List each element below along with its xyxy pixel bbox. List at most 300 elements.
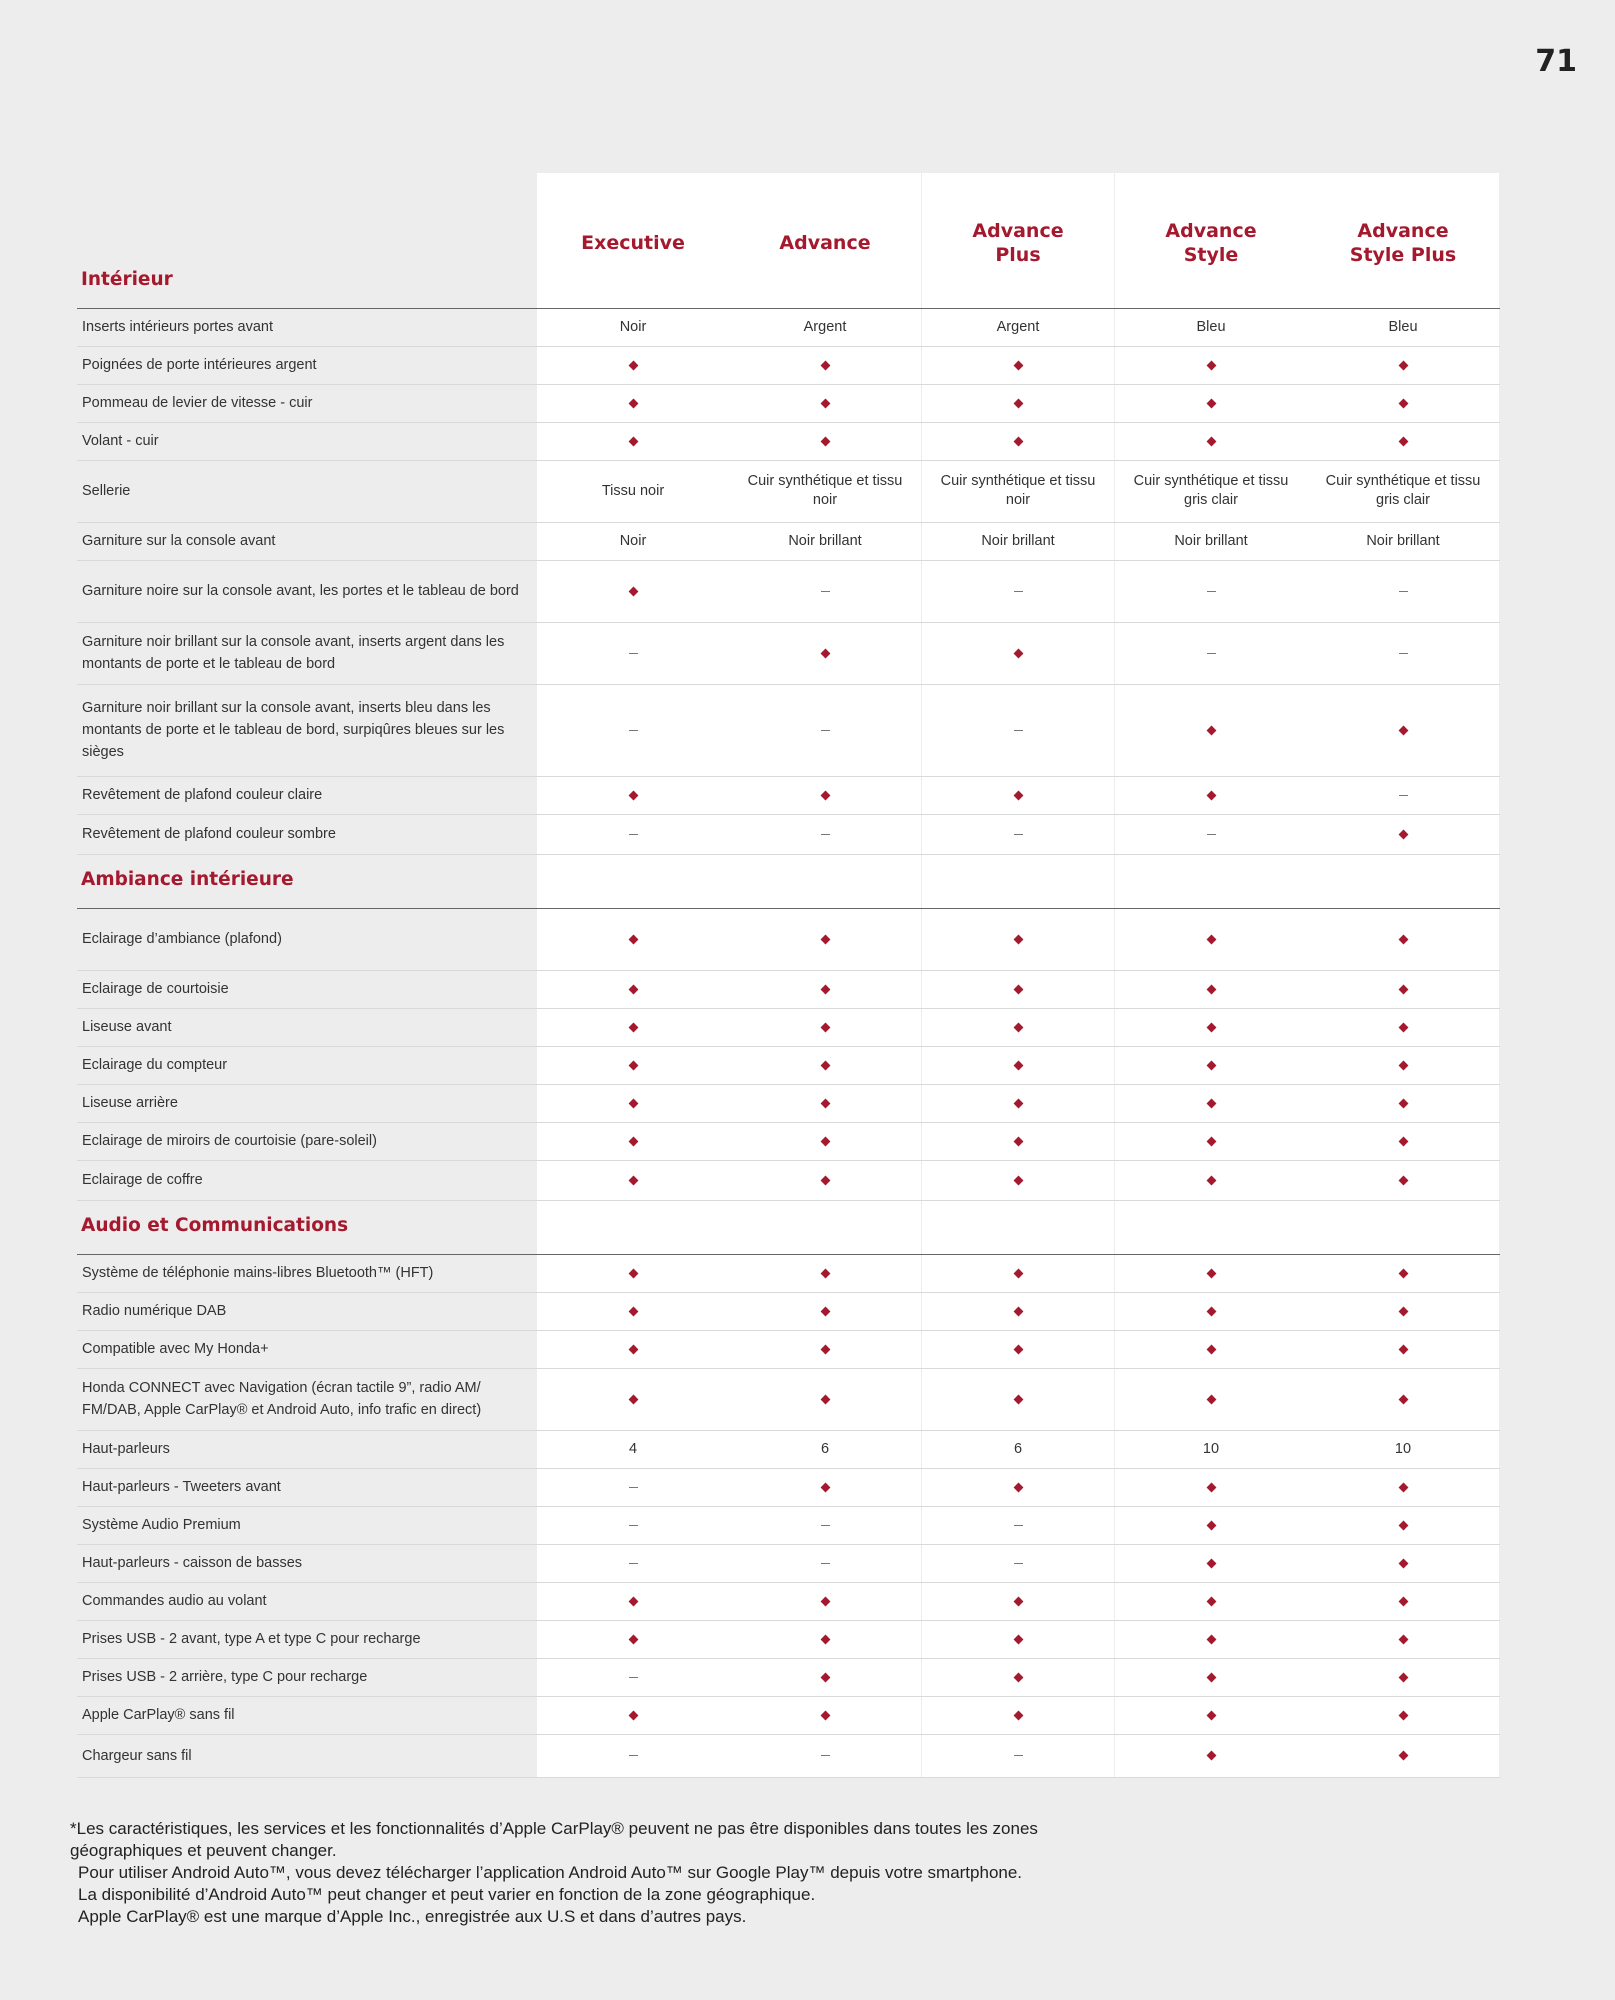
feature-label: Liseuse arrière <box>82 1095 178 1111</box>
not-available-dash-icon <box>629 1677 638 1678</box>
included-cell <box>1115 1620 1307 1658</box>
included-cell <box>1115 1468 1307 1506</box>
table-row <box>77 460 1500 523</box>
included-cell <box>1115 1292 1307 1330</box>
feature-label: Apple CarPlay® sans fil <box>82 1707 235 1723</box>
included-diamond-icon <box>1398 1394 1408 1404</box>
not-available-dash-icon <box>629 1563 638 1564</box>
included-diamond-icon <box>820 1634 830 1644</box>
included-cell <box>1307 1368 1499 1430</box>
section-title: Ambiance intérieure <box>81 869 294 890</box>
included-diamond-icon <box>1206 1060 1216 1070</box>
included-diamond-icon <box>1206 360 1216 370</box>
included-diamond-icon <box>1013 436 1023 446</box>
not-available-dash-icon <box>821 730 830 731</box>
included-diamond-icon <box>1398 829 1408 839</box>
cell-value: 10 <box>1394 1440 1412 1457</box>
included-diamond-icon <box>1398 1136 1408 1146</box>
included-cell <box>922 1582 1114 1620</box>
included-cell <box>1115 776 1307 814</box>
included-cell <box>1115 1658 1307 1696</box>
not-available-dash-icon <box>1207 834 1216 835</box>
included-cell <box>922 1658 1114 1696</box>
included-cell <box>922 1368 1114 1430</box>
included-cell <box>1115 1046 1307 1084</box>
included-cell <box>1307 1160 1499 1200</box>
included-diamond-icon <box>628 1136 638 1146</box>
included-cell <box>1307 1658 1499 1696</box>
cell-value: Argent <box>803 318 847 335</box>
included-diamond-icon <box>628 1060 638 1070</box>
not-available-cell <box>537 684 729 776</box>
not-available-dash-icon <box>1014 1525 1023 1526</box>
included-cell <box>729 1160 921 1200</box>
included-diamond-icon <box>1398 1098 1408 1108</box>
table-row <box>77 622 1500 685</box>
included-diamond-icon <box>820 1022 830 1032</box>
not-available-cell <box>537 622 729 684</box>
cell-value: Tissu noir <box>601 482 665 499</box>
included-diamond-icon <box>1013 1482 1023 1492</box>
included-cell <box>1307 1046 1499 1084</box>
included-diamond-icon <box>628 360 638 370</box>
included-cell <box>537 1046 729 1084</box>
included-cell <box>729 1046 921 1084</box>
table-row <box>77 1658 1500 1697</box>
included-cell <box>1115 970 1307 1008</box>
table-row <box>77 1468 1500 1507</box>
included-cell <box>1307 970 1499 1008</box>
included-diamond-icon <box>628 1710 638 1720</box>
cell-value: Cuir synthétique et tissu gris clair <box>1325 473 1481 508</box>
included-cell <box>537 776 729 814</box>
cell-value: Cuir synthétique et tissu noir <box>747 473 903 508</box>
feature-label: Poignées de porte intérieures argent <box>82 357 317 373</box>
included-cell <box>729 1696 921 1734</box>
footnote-line: La disponibilité d’Android Auto™ peut changer et peut varier en fonction de la zone géographique. <box>78 1885 816 1904</box>
table-row <box>77 1160 1500 1201</box>
not-available-dash-icon <box>629 730 638 731</box>
included-diamond-icon <box>1013 1022 1023 1032</box>
not-available-dash-icon <box>1014 1563 1023 1564</box>
feature-label: Garniture sur la console avant <box>82 533 276 549</box>
not-available-cell <box>1115 560 1307 622</box>
included-diamond-icon <box>1398 984 1408 994</box>
included-cell <box>537 1084 729 1122</box>
not-available-cell <box>922 1734 1114 1777</box>
cell-value: 10 <box>1202 1440 1220 1457</box>
included-diamond-icon <box>1206 1482 1216 1492</box>
included-cell <box>1115 1254 1307 1292</box>
included-cell <box>1307 814 1499 854</box>
included-diamond-icon <box>1013 1136 1023 1146</box>
included-diamond-icon <box>628 1268 638 1278</box>
included-cell <box>1307 1292 1499 1330</box>
column-header-label: Advance Plus <box>972 219 1064 266</box>
included-cell <box>729 1620 921 1658</box>
column-header-label: Advance Style Plus <box>1349 219 1457 266</box>
not-available-dash-icon <box>1207 653 1216 654</box>
table-row <box>77 1122 1500 1161</box>
included-diamond-icon <box>820 1175 830 1185</box>
table-row <box>77 908 1500 971</box>
included-diamond-icon <box>1398 1710 1408 1720</box>
section-header-audio-et-communications <box>77 1200 1500 1255</box>
included-diamond-icon <box>820 398 830 408</box>
feature-label: Haut-parleurs - caisson de basses <box>82 1555 303 1571</box>
included-cell <box>1115 1734 1307 1777</box>
included-diamond-icon <box>1398 1634 1408 1644</box>
included-diamond-icon <box>1398 1060 1408 1070</box>
included-diamond-icon <box>1206 1022 1216 1032</box>
included-diamond-icon <box>1013 1098 1023 1108</box>
included-diamond-icon <box>1206 1394 1216 1404</box>
section-header-interieur <box>77 173 1500 309</box>
included-diamond-icon <box>1398 1558 1408 1568</box>
feature-label: Système de téléphonie mains-libres Bluetooth™ (HFT) <box>82 1265 434 1281</box>
included-cell <box>922 1254 1114 1292</box>
value-cell <box>1307 308 1499 346</box>
included-diamond-icon <box>820 984 830 994</box>
value-cell <box>922 308 1114 346</box>
included-cell <box>1307 1506 1499 1544</box>
included-cell <box>537 1292 729 1330</box>
included-cell <box>1115 908 1307 970</box>
feature-label: Commandes audio au volant <box>82 1593 267 1609</box>
included-diamond-icon <box>1206 1672 1216 1682</box>
included-diamond-icon <box>1013 1672 1023 1682</box>
included-diamond-icon <box>1013 984 1023 994</box>
included-diamond-icon <box>628 1022 638 1032</box>
included-diamond-icon <box>1206 1306 1216 1316</box>
included-cell <box>922 1084 1114 1122</box>
included-diamond-icon <box>1206 1634 1216 1644</box>
table-row <box>77 346 1500 385</box>
included-cell <box>922 970 1114 1008</box>
cell-value: 4 <box>628 1440 638 1457</box>
value-cell <box>1115 308 1307 346</box>
included-cell <box>729 346 921 384</box>
included-diamond-icon <box>1206 398 1216 408</box>
not-available-dash-icon <box>1014 834 1023 835</box>
table-row <box>77 1254 1500 1293</box>
table-row <box>77 684 1500 777</box>
not-available-cell <box>1115 622 1307 684</box>
included-diamond-icon <box>1398 1482 1408 1492</box>
included-cell <box>922 1620 1114 1658</box>
included-diamond-icon <box>1398 1520 1408 1530</box>
included-cell <box>1115 384 1307 422</box>
not-available-cell <box>729 1506 921 1544</box>
included-cell <box>1307 1582 1499 1620</box>
cell-value: 6 <box>1013 1440 1023 1457</box>
included-diamond-icon <box>820 1394 830 1404</box>
included-cell <box>537 422 729 460</box>
included-diamond-icon <box>1013 398 1023 408</box>
included-diamond-icon <box>1398 1751 1408 1761</box>
value-cell <box>922 1430 1114 1468</box>
included-cell <box>1307 1008 1499 1046</box>
feature-label: Sellerie <box>82 483 131 499</box>
included-cell <box>729 1254 921 1292</box>
column-header-label: Executive <box>581 231 685 254</box>
feature-label: Eclairage de miroirs de courtoisie (pare-soleil) <box>82 1133 377 1149</box>
column-header-label: Advance <box>779 231 871 254</box>
included-diamond-icon <box>1206 725 1216 735</box>
included-diamond-icon <box>820 1596 830 1606</box>
included-cell <box>1115 346 1307 384</box>
feature-label: Eclairage du compteur <box>82 1057 228 1073</box>
not-available-dash-icon <box>629 1755 638 1756</box>
feature-label: Inserts intérieurs portes avant <box>82 319 274 335</box>
footnote-line: Apple CarPlay® est une marque d’Apple Inc., enregistrée aux U.S et dans d’autres pays. <box>78 1907 747 1926</box>
included-cell <box>1307 1734 1499 1777</box>
table-row <box>77 1330 1500 1369</box>
not-available-cell <box>922 684 1114 776</box>
included-cell <box>1307 1696 1499 1734</box>
included-diamond-icon <box>1398 1672 1408 1682</box>
included-diamond-icon <box>820 1136 830 1146</box>
included-diamond-icon <box>628 1306 638 1316</box>
included-diamond-icon <box>1398 1344 1408 1354</box>
included-cell <box>537 560 729 622</box>
not-available-cell <box>537 1506 729 1544</box>
cell-value: Cuir synthétique et tissu noir <box>940 473 1096 508</box>
cell-value: Noir brillant <box>1366 532 1440 549</box>
included-cell <box>537 384 729 422</box>
not-available-dash-icon <box>629 1525 638 1526</box>
included-cell <box>1307 1122 1499 1160</box>
value-cell <box>537 460 729 522</box>
table-row <box>77 970 1500 1009</box>
included-diamond-icon <box>1398 398 1408 408</box>
not-available-dash-icon <box>629 1487 638 1488</box>
included-diamond-icon <box>820 648 830 658</box>
not-available-cell <box>537 1734 729 1777</box>
feature-label: Haut-parleurs <box>82 1441 170 1457</box>
included-cell <box>922 384 1114 422</box>
included-diamond-icon <box>1013 1344 1023 1354</box>
included-diamond-icon <box>820 790 830 800</box>
included-diamond-icon <box>628 1596 638 1606</box>
included-cell <box>729 970 921 1008</box>
value-cell <box>1115 460 1307 522</box>
included-diamond-icon <box>1206 1710 1216 1720</box>
feature-label: Haut-parleurs - Tweeters avant <box>82 1479 281 1495</box>
not-available-dash-icon <box>1207 591 1216 592</box>
not-available-cell <box>1307 622 1499 684</box>
table-row <box>77 1544 1500 1583</box>
included-cell <box>1307 384 1499 422</box>
not-available-cell <box>729 1734 921 1777</box>
included-cell <box>537 346 729 384</box>
included-diamond-icon <box>1398 1306 1408 1316</box>
included-diamond-icon <box>628 1175 638 1185</box>
not-available-cell <box>922 814 1114 854</box>
included-cell <box>1307 1254 1499 1292</box>
included-diamond-icon <box>628 1344 638 1354</box>
included-cell <box>922 422 1114 460</box>
included-cell <box>922 346 1114 384</box>
value-cell <box>922 460 1114 522</box>
included-diamond-icon <box>628 1634 638 1644</box>
table-row <box>77 1046 1500 1085</box>
included-cell <box>729 1468 921 1506</box>
included-diamond-icon <box>820 1268 830 1278</box>
feature-label: Radio numérique DAB <box>82 1303 227 1319</box>
included-diamond-icon <box>1398 436 1408 446</box>
feature-label: Honda CONNECT avec Navigation (écran tactile 9”, radio AM/ FM/DAB, Apple CarPlay® et Android Auto, info trafic en direct) <box>82 1380 482 1418</box>
included-diamond-icon <box>628 984 638 994</box>
not-available-dash-icon <box>821 834 830 835</box>
value-cell <box>1115 1430 1307 1468</box>
cell-value: Argent <box>996 318 1040 335</box>
included-cell <box>1307 422 1499 460</box>
feature-label: Garniture noir brillant sur la console avant, inserts argent dans les montants de porte et le tableau de bord <box>82 634 505 672</box>
included-diamond-icon <box>1013 1268 1023 1278</box>
included-diamond-icon <box>1013 1394 1023 1404</box>
not-available-cell <box>537 1544 729 1582</box>
included-cell <box>1115 684 1307 776</box>
included-diamond-icon <box>1013 1710 1023 1720</box>
included-cell <box>729 1122 921 1160</box>
included-cell <box>1307 1330 1499 1368</box>
included-cell <box>729 384 921 422</box>
included-diamond-icon <box>1013 360 1023 370</box>
not-available-cell <box>729 684 921 776</box>
not-available-cell <box>922 1544 1114 1582</box>
included-diamond-icon <box>1013 934 1023 944</box>
included-diamond-icon <box>820 1060 830 1070</box>
value-cell <box>1307 522 1499 560</box>
feature-label: Prises USB - 2 avant, type A et type C pour recharge <box>82 1631 421 1647</box>
table-row <box>77 1008 1500 1047</box>
included-diamond-icon <box>628 790 638 800</box>
not-available-cell <box>922 1506 1114 1544</box>
value-cell <box>922 522 1114 560</box>
not-available-cell <box>1307 560 1499 622</box>
included-cell <box>729 776 921 814</box>
table-row <box>77 814 1500 855</box>
value-cell <box>729 308 921 346</box>
included-diamond-icon <box>1206 1136 1216 1146</box>
cell-value: Bleu <box>1196 318 1226 335</box>
table-row <box>77 422 1500 461</box>
included-cell <box>537 970 729 1008</box>
included-cell <box>1115 1582 1307 1620</box>
cell-value: Bleu <box>1388 318 1418 335</box>
included-diamond-icon <box>820 1344 830 1354</box>
not-available-dash-icon <box>1399 795 1408 796</box>
included-cell <box>922 1468 1114 1506</box>
value-cell <box>537 308 729 346</box>
included-diamond-icon <box>1206 790 1216 800</box>
included-diamond-icon <box>628 436 638 446</box>
feature-label: Eclairage d’ambiance (plafond) <box>82 931 282 947</box>
included-cell <box>537 1696 729 1734</box>
included-cell <box>1115 1084 1307 1122</box>
page-number: 71 <box>1535 44 1577 79</box>
section-title: Audio et Communications <box>81 1215 349 1236</box>
table-row <box>77 1506 1500 1545</box>
included-cell <box>537 1160 729 1200</box>
not-available-cell <box>1115 814 1307 854</box>
feature-label: Garniture noir brillant sur la console avant, inserts bleu dans les montants de porte et le tableau de bord, surpiqûres bleues sur les sièges <box>82 700 505 760</box>
cell-value: Noir <box>619 532 647 549</box>
feature-label: Revêtement de plafond couleur claire <box>82 787 323 803</box>
not-available-cell <box>537 814 729 854</box>
value-cell <box>1307 460 1499 522</box>
table-row <box>77 1084 1500 1123</box>
included-diamond-icon <box>1206 984 1216 994</box>
included-diamond-icon <box>1398 1175 1408 1185</box>
included-diamond-icon <box>820 934 830 944</box>
feature-label: Garniture noire sur la console avant, les portes et le tableau de bord <box>82 583 519 599</box>
included-diamond-icon <box>1013 790 1023 800</box>
included-diamond-icon <box>1398 1022 1408 1032</box>
value-cell <box>537 1430 729 1468</box>
included-diamond-icon <box>1398 360 1408 370</box>
included-diamond-icon <box>820 1482 830 1492</box>
feature-label: Liseuse avant <box>82 1019 172 1035</box>
table-row <box>77 1430 1500 1469</box>
included-cell <box>1307 1084 1499 1122</box>
included-diamond-icon <box>1398 725 1408 735</box>
included-cell <box>1115 422 1307 460</box>
included-cell <box>1307 908 1499 970</box>
cell-value: Noir <box>619 318 647 335</box>
footnote-line: *Les caractéristiques, les services et les fonctionnalités d’Apple CarPlay® peuvent ne pas être disponibles dans toutes les zones géographiques et peuvent changer. <box>70 1819 1038 1860</box>
table-row <box>77 1368 1500 1431</box>
included-diamond-icon <box>1013 1060 1023 1070</box>
not-available-dash-icon <box>1014 591 1023 592</box>
included-diamond-icon <box>820 1672 830 1682</box>
included-diamond-icon <box>1206 1751 1216 1761</box>
column-header-label: Advance Style <box>1165 219 1257 266</box>
not-available-dash-icon <box>1399 653 1408 654</box>
not-available-dash-icon <box>1014 730 1023 731</box>
included-cell <box>922 1046 1114 1084</box>
included-diamond-icon <box>820 1098 830 1108</box>
included-cell <box>729 1658 921 1696</box>
not-available-cell <box>1307 776 1499 814</box>
not-available-dash-icon <box>1014 1755 1023 1756</box>
not-available-dash-icon <box>821 591 830 592</box>
feature-label: Eclairage de courtoisie <box>82 981 229 997</box>
included-cell <box>922 1160 1114 1200</box>
table-row <box>77 560 1500 623</box>
table-row <box>77 1734 1500 1778</box>
section-header-ambiance-interieure <box>77 854 1500 909</box>
not-available-cell <box>729 1544 921 1582</box>
included-cell <box>729 1330 921 1368</box>
included-cell <box>729 422 921 460</box>
footnote <box>70 1818 1130 1928</box>
table-row <box>77 776 1500 815</box>
table-row <box>77 1696 1500 1735</box>
included-cell <box>922 1696 1114 1734</box>
included-cell <box>1115 1008 1307 1046</box>
included-cell <box>537 1008 729 1046</box>
included-diamond-icon <box>1206 934 1216 944</box>
included-diamond-icon <box>1398 934 1408 944</box>
included-cell <box>1307 1620 1499 1658</box>
table-row <box>77 1582 1500 1621</box>
value-cell <box>729 522 921 560</box>
included-diamond-icon <box>628 398 638 408</box>
included-cell <box>729 1292 921 1330</box>
included-diamond-icon <box>820 1710 830 1720</box>
